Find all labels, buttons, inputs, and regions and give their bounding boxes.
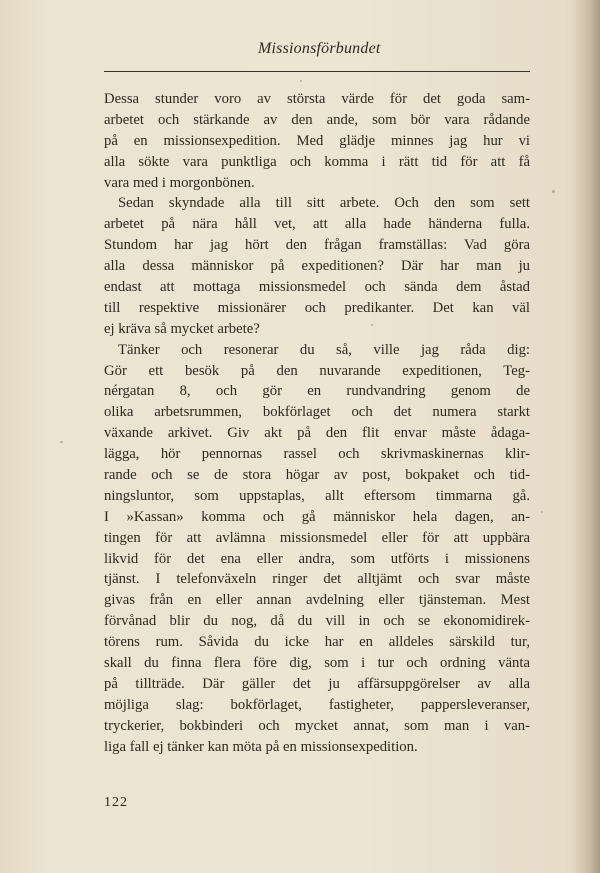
text-line: ej kräva så mycket arbete? [104, 320, 260, 337]
text-line: ningsluntor, som uppstaplas, allt eftersom timmarna gå. [104, 487, 530, 504]
text-line: arbetet på nära håll vet, att alla hade händerna fulla. [104, 216, 530, 233]
paper-speck [60, 441, 63, 443]
text-line: Sedan skyndade alla till sitt arbete. Och den som sett [118, 195, 530, 212]
text-line: alla sökte vara punktliga och komma i rätt tid för att få [104, 153, 530, 170]
text-line: tjänst. I telefonväxeln ringer det alltjämt och svar måste [104, 571, 530, 588]
text-line: liga fall ej tänker kan möta på en missionsexpedition. [104, 738, 418, 755]
paper-speck [371, 324, 373, 326]
paper-speck [541, 511, 543, 513]
text-line: förvånad blir du nog, då du vill in och se ekonomidirek- [104, 613, 530, 630]
text-line: nérgatan 8, och gör en rundvandring genom de [104, 383, 530, 400]
text-line: Tänker och resonerar du så, ville jag råda dig: [118, 341, 530, 358]
text-line: på tillträde. Där gäller det ju affärsuppgörelser av alla [104, 675, 530, 692]
text-line: tingen för att avlämna missionsmedel eller för att uppbära [104, 529, 530, 546]
running-title: Missionsförbundet [258, 40, 381, 57]
text-line: endast att mottaga missionsmedel och sända dem åstad [104, 279, 530, 296]
text-line: vara med i morgonbönen. [104, 174, 255, 191]
body-text [104, 89, 530, 758]
paper-speck [552, 190, 555, 193]
text-line: I »Kassan» komma och gå människor hela dagen, an- [104, 508, 530, 525]
text-line: till respektive missionärer och predikanter. Det kan väl [104, 299, 530, 316]
text-line: skall du finna flera före dig, som i tur och ordning vänta [104, 655, 530, 672]
text-line: Gör ett besök på den nuvarande expeditionen, Teg- [104, 362, 530, 379]
text-line: möjliga slag: bokförlaget, fastigheter, pappersleveranser, [104, 696, 530, 713]
text-line: likvid för det ena eller andra, som utförts i missionens [104, 550, 530, 567]
text-line: törens rum. Såvida du icke har en alldeles särskild tur, [104, 634, 530, 651]
paper-speck [300, 80, 302, 82]
text-line: tryckerier, bokbinderi och mycket annat, som man i van- [104, 717, 530, 734]
text-line: givas från en eller annan avdelning eller tjänsteman. Mest [104, 592, 530, 609]
text-line: olika arbetsrummen, bokförlaget och det numera starkt [104, 404, 530, 421]
text-line: rande och se de stora högar av post, bokpaket och tid- [104, 467, 530, 484]
header-rule [104, 71, 530, 72]
text-line: Dessa stunder voro av största värde för det goda sam- [104, 91, 530, 107]
text-line: arbetet och stärkande av den ande, som bör vara rådande [104, 111, 530, 128]
text-line: på en missionsexpedition. Med glädje minnes jag hur vi [104, 132, 530, 149]
text-line: växande arkivet. Giv akt på den flit envar måste ådaga- [104, 425, 530, 442]
page-number: 122 [104, 795, 128, 810]
text-line: lägga, hör pennornas rassel och skrivmaskinernas klir- [104, 446, 530, 463]
text-line: Stundom har jag hört den frågan framställas: Vad göra [104, 237, 530, 254]
binding-shadow [574, 0, 600, 873]
text-line: alla dessa människor på expeditionen? Där har man ju [104, 258, 530, 275]
